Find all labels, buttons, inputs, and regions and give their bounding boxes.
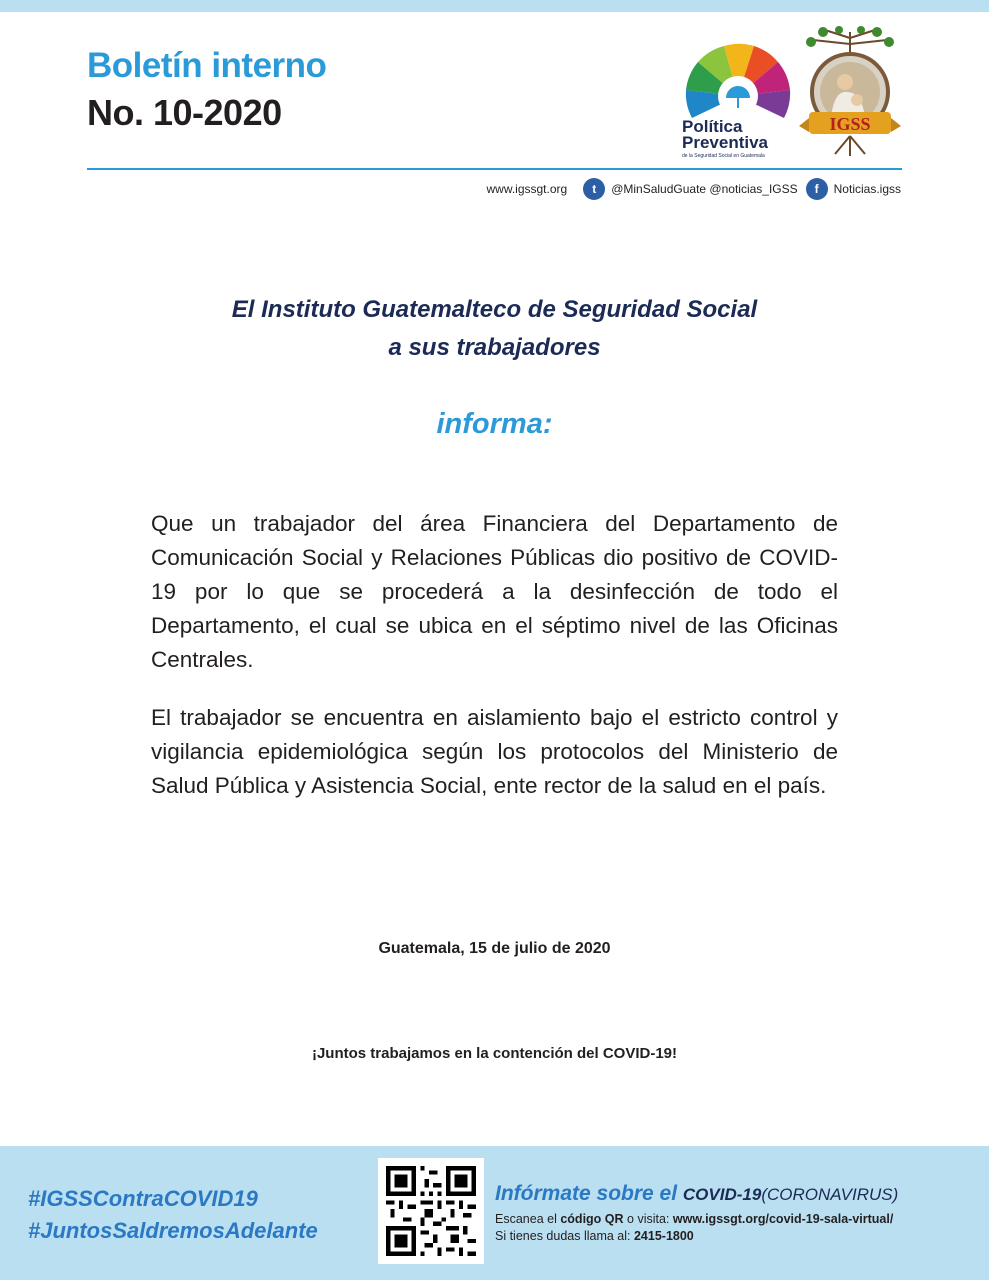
scan-middle: o visita:: [627, 1212, 670, 1226]
announcement-heading-line1: El Instituto Guatemalteco de Seguridad Social: [231, 296, 758, 323]
phone-prefix: Si tienes dudas llama al:: [495, 1229, 631, 1243]
hashtag-juntos-saldremos: #JuntosSaldremosAdelante: [28, 1218, 318, 1243]
logo-pp-tagline: de la Seguridad Social en Guatemala: [682, 153, 765, 159]
igss-logo: [795, 26, 905, 158]
phone-number[interactable]: 2415-1800: [633, 1229, 694, 1243]
header-divider: [87, 168, 902, 170]
body-paragraph-1: Que un trabajador del área Financiera del Departamento de Comunicación Social y Relaciones Públicas dio positivo de COVID-19 por lo que se procederá a la desinfección de todo el Departamento, el cual se ubica en el séptimo nivel de las Oficinas Centrales.: [151, 511, 838, 672]
facebook-icon[interactable]: f: [806, 178, 828, 200]
info-title-text: Infórmate sobre el: [495, 1182, 678, 1205]
scan-qr-label: código QR: [560, 1212, 624, 1226]
date-line: Guatemala, 15 de julio de 2020: [378, 940, 611, 957]
social-links: [486, 178, 901, 200]
website-link[interactable]: www.igssgt.org: [486, 182, 568, 196]
body-paragraph-2: El trabajador se encuentra en aislamiento bajo el estricto control y vigilancia epidemiológica según los protocolos del Ministerio de Salud Pública y Asistencia Social, ente rector de la salud en el país.: [151, 705, 838, 798]
facebook-handle[interactable]: Noticias.igss: [833, 182, 901, 196]
bulletin-number: No. 10-2020: [87, 92, 282, 133]
scan-url-link[interactable]: www.igssgt.org/covid-19-sala-virtual/: [672, 1212, 894, 1226]
logo-pp-line2: Preventiva: [682, 133, 768, 152]
politica-preventiva-logo: [678, 40, 796, 160]
announcement-heading-line2: a sus trabajadores: [388, 334, 601, 361]
info-phone-line: [495, 1229, 694, 1243]
bulletin-title: Boletín interno: [87, 46, 327, 85]
hashtag-igss-contra-covid: #IGSSContraCOVID19: [28, 1186, 258, 1211]
top-band: [0, 0, 989, 12]
logo-igss-text: IGSS: [829, 114, 871, 134]
qr-code[interactable]: [378, 1158, 484, 1264]
twitter-handles[interactable]: @MinSaludGuate @noticias_IGSS: [611, 182, 798, 196]
info-scan-line: [495, 1212, 893, 1226]
info-title: [495, 1182, 898, 1206]
logo-pp-line1: Política: [682, 117, 743, 136]
slogan: ¡Juntos trabajamos en la contención del COVID-19!: [311, 1045, 678, 1062]
info-coronavirus: (CORONAVIRUS): [761, 1185, 899, 1204]
twitter-icon[interactable]: t: [583, 178, 605, 200]
informa-heading: informa:: [436, 408, 553, 440]
info-covid: COVID-19: [682, 1185, 762, 1204]
scan-prefix: Escanea el: [495, 1212, 557, 1226]
